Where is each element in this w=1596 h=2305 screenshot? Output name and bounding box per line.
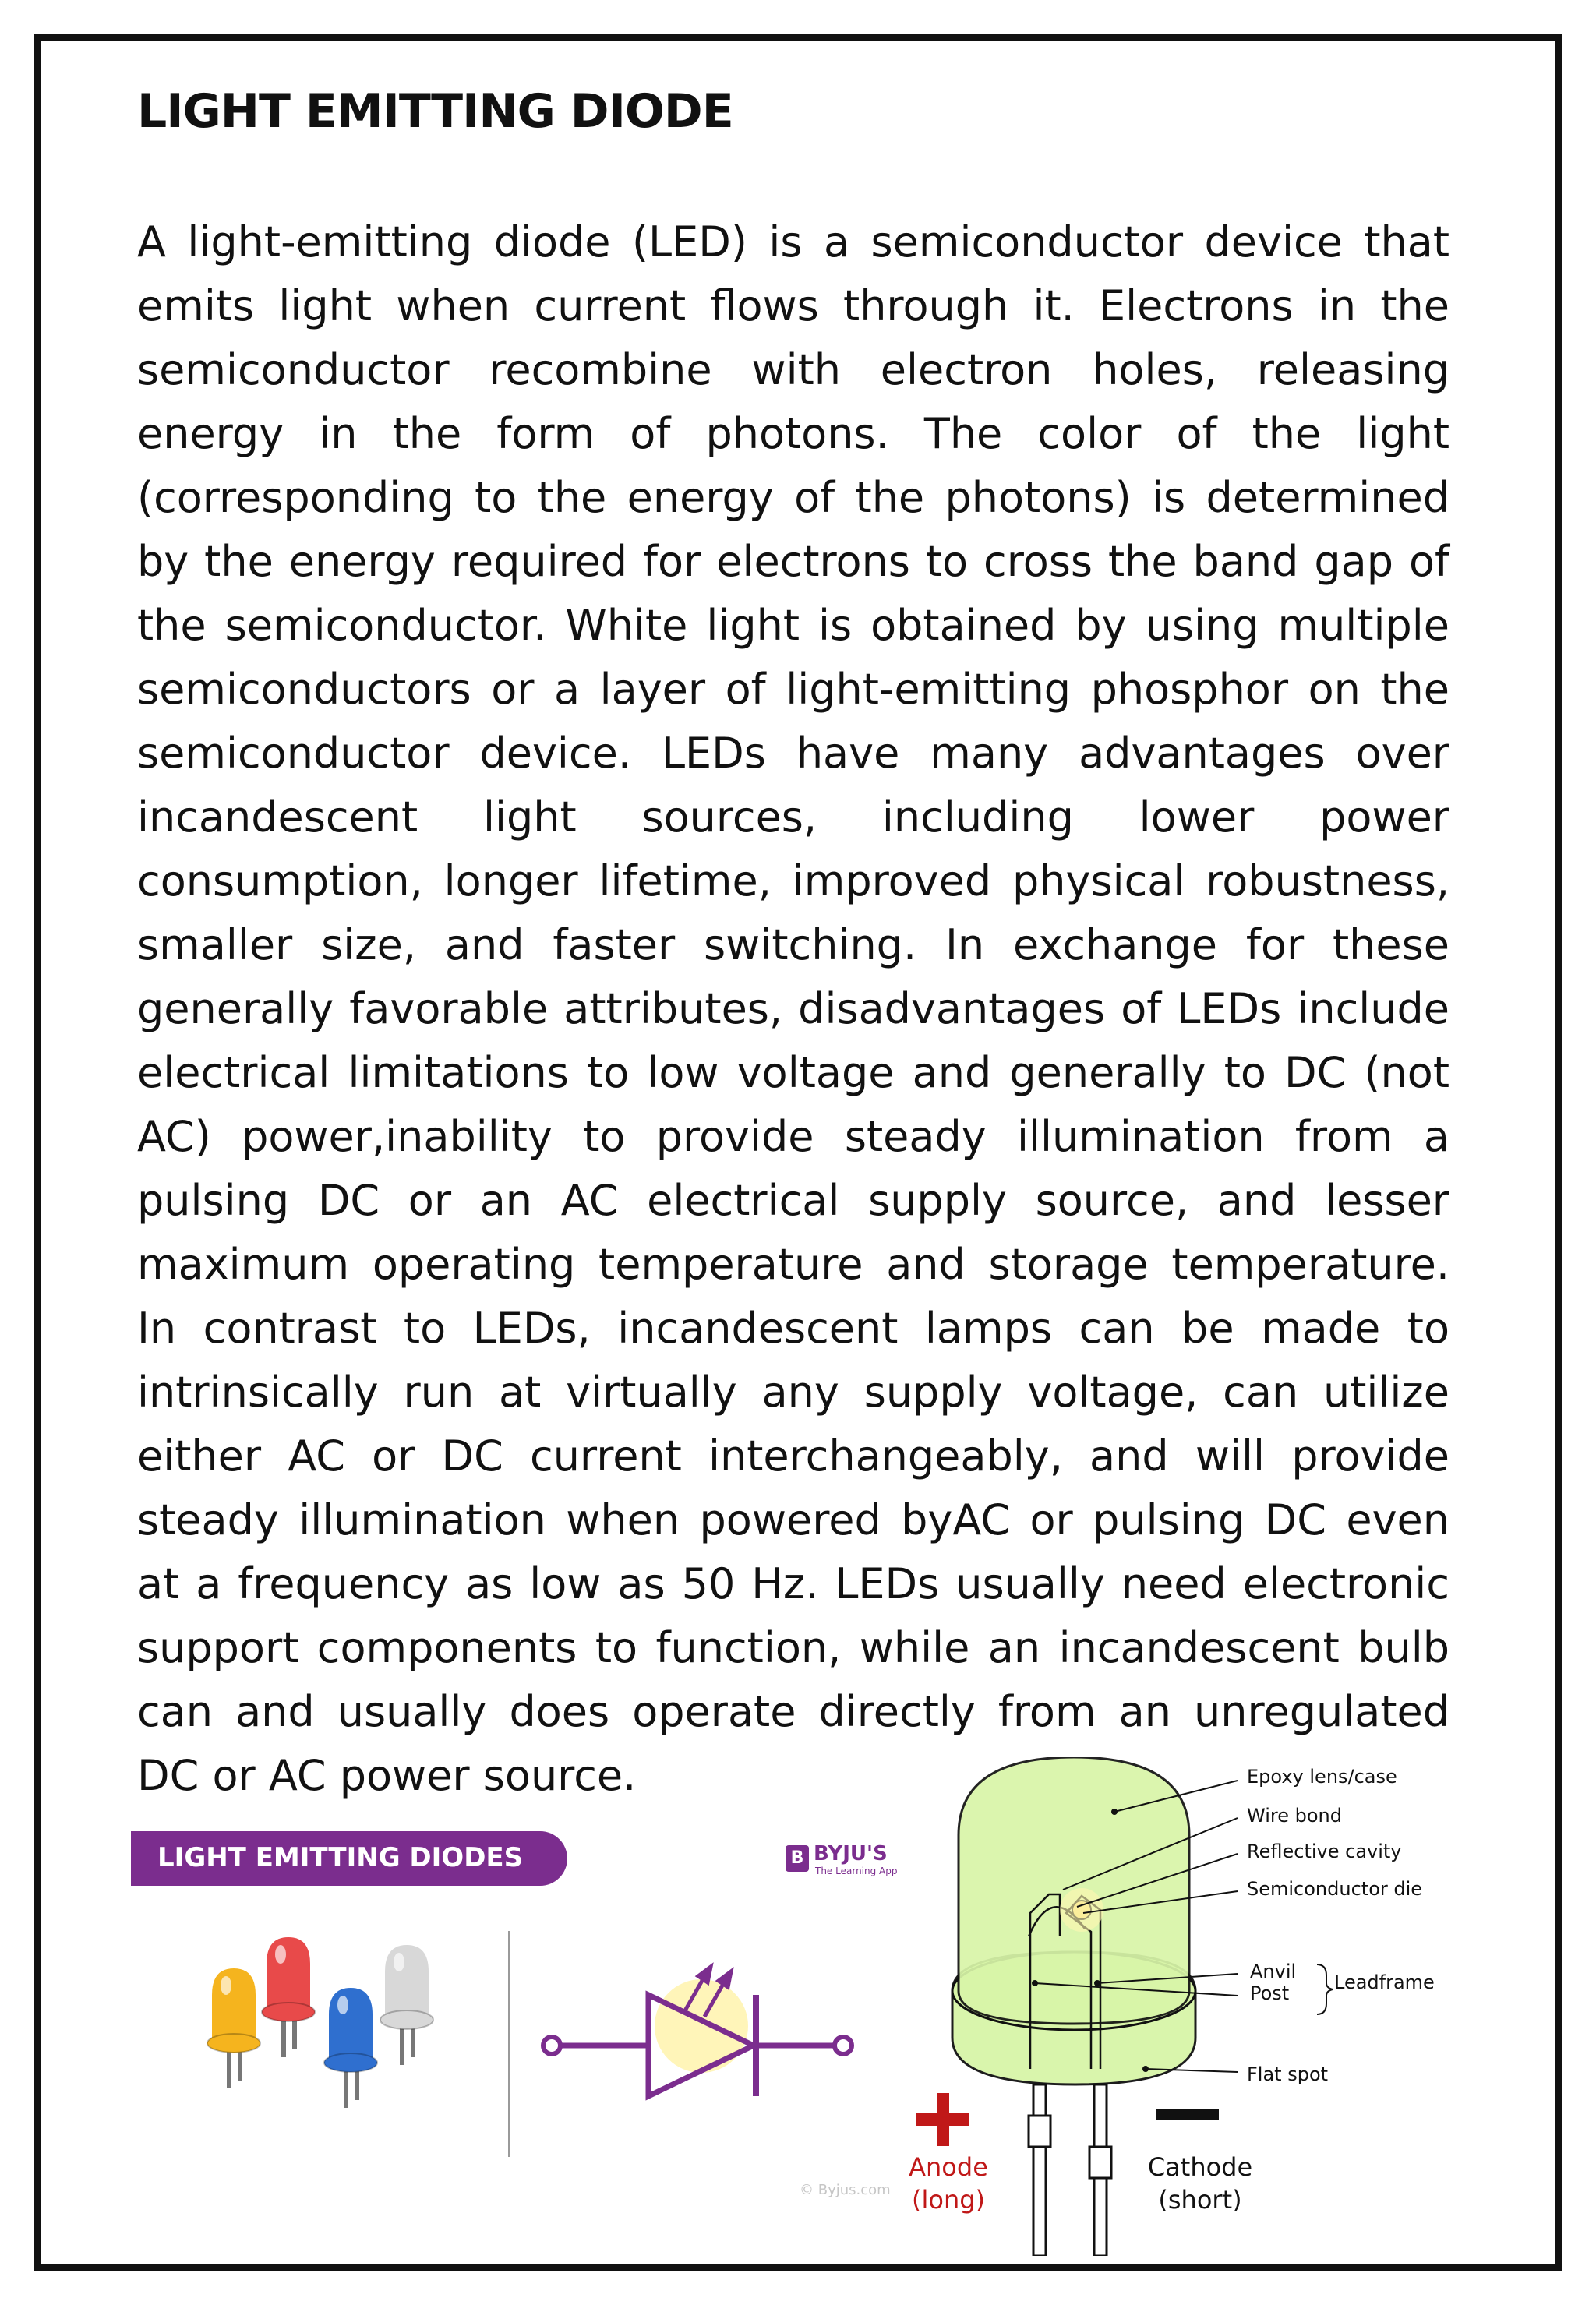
label-leadframe: Leadframe — [1334, 1971, 1435, 1993]
byjus-logo-icon: B — [786, 1845, 809, 1872]
byjus-logo — [786, 1841, 901, 1880]
body-line: A light-emitting diode (LED) is a semiconductor device that — [137, 217, 1449, 267]
symbol-terminal-left — [543, 2037, 560, 2054]
colored-leds-illustration — [203, 1925, 468, 2127]
led-legs — [402, 2026, 413, 2065]
page-title: LIGHT EMITTING DIODE — [137, 84, 733, 139]
body-line: DC or AC power source. — [137, 1751, 637, 1800]
body-line: generally favorable attributes, disadvantages of LEDs include — [137, 984, 1449, 1033]
body-line: semiconductor recombine with electron holes, releasing — [137, 345, 1449, 394]
led-body — [267, 1937, 310, 2010]
led-circuit-symbol — [538, 1956, 857, 2135]
body-line: smaller size, and faster switching. In exchange for these — [137, 920, 1449, 969]
led-body — [329, 1988, 373, 2061]
label-reflective-cavity: Reflective cavity — [1247, 1841, 1402, 1862]
callout-dot — [1094, 1980, 1100, 1986]
label-wire-bond: Wire bond — [1247, 1805, 1342, 1827]
label-post: Post — [1250, 1982, 1290, 2004]
led-body — [212, 1968, 256, 2042]
led-shine — [221, 1976, 231, 1995]
body-line: either AC or DC current interchangeably, and will provide — [137, 1431, 1449, 1481]
label-anvil: Anvil — [1250, 1961, 1297, 1982]
body-line: the semiconductor. White light is obtained by using multiple — [137, 601, 1449, 650]
label-flat-spot: Flat spot — [1247, 2063, 1329, 2085]
body-line: semiconductors or a layer of light-emitting phosphor on the — [137, 665, 1449, 714]
byjus-logo-name: BYJU'S — [814, 1842, 888, 1866]
led-rim — [380, 2010, 433, 2029]
body-line: consumption, longer lifetime, improved physical robustness, — [137, 856, 1449, 905]
led-rim — [262, 2003, 315, 2021]
anode-lead-kink — [1029, 2116, 1050, 2147]
led-body — [385, 1945, 429, 2018]
symbol-terminal-right — [835, 2037, 852, 2054]
anode-label — [906, 2151, 991, 2216]
led-leads — [1029, 2084, 1111, 2256]
led-illustration — [207, 1968, 260, 2088]
body-line: pulsing DC or an AC electrical supply source, and lesser — [137, 1176, 1449, 1225]
figure-banner — [131, 1831, 567, 1886]
cathode-minus-icon — [1156, 2109, 1219, 2120]
cathode-label-name: Cathode — [1147, 2152, 1253, 2182]
body-line: AC) power,inability to provide steady illumination from a — [137, 1112, 1449, 1161]
anode-label-name: Anode — [909, 2152, 988, 2182]
cathode-label — [1138, 2151, 1262, 2216]
body-line: In contrast to LEDs, incandescent lamps can be made to — [137, 1304, 1449, 1353]
figure-divider — [508, 1931, 510, 2157]
led-rim — [324, 2053, 377, 2072]
body-line: energy in the form of photons. The color of the light — [137, 409, 1449, 458]
led-rim — [207, 2034, 260, 2053]
led-illustration — [380, 1945, 433, 2065]
body-line: maximum operating temperature and storage temperature. — [137, 1240, 1449, 1289]
led-illustration — [324, 1988, 377, 2108]
anode-label-note: (long) — [911, 2185, 986, 2215]
callout-dot — [1032, 1980, 1038, 1986]
byjus-watermark: © Byjus.com — [800, 2182, 891, 2198]
body-line: can and usually does operate directly from an unregulated — [137, 1687, 1449, 1736]
byjus-logo-tagline: The Learning App — [815, 1866, 898, 1876]
symbol-glow — [655, 1979, 748, 2073]
anode-lead — [1033, 2084, 1046, 2256]
led-shine — [337, 1996, 348, 2014]
body-line: incandescent light sources, including lower power — [137, 792, 1449, 842]
cathode-label-note: (short) — [1158, 2185, 1242, 2215]
callout-dot — [1111, 1809, 1118, 1815]
leadframe-brace — [1317, 1964, 1333, 2014]
body-paragraph — [137, 210, 1449, 1808]
label-semiconductor-die: Semiconductor die — [1247, 1878, 1423, 1900]
led-shine — [394, 1953, 404, 1971]
callout-dot — [1142, 2066, 1149, 2072]
body-line: intrinsically run at virtually any supply voltage, can utilize — [137, 1368, 1449, 1417]
cathode-lead-kink — [1089, 2147, 1111, 2178]
body-line: electrical limitations to low voltage and generally to DC (not — [137, 1048, 1449, 1097]
anode-plus-icon — [912, 2088, 974, 2151]
label-epoxy-lens: Epoxy lens/case — [1247, 1766, 1397, 1788]
led-legs — [229, 2049, 240, 2088]
body-line: steady illumination when powered byAC or pulsing DC even — [137, 1495, 1449, 1544]
figure-banner-text: LIGHT EMITTING DIODES — [157, 1842, 524, 1873]
body-line: support components to function, while an incandescent bulb — [137, 1623, 1449, 1672]
body-line: semiconductor device. LEDs have many advantages over — [137, 729, 1449, 778]
die-glow — [1060, 1888, 1103, 1932]
led-legs — [284, 2018, 295, 2057]
body-line: emits light when current flows through it. Electrons in the — [137, 281, 1449, 330]
body-line: (corresponding to the energy of the photons) is determined — [137, 473, 1449, 522]
body-line: by the energy required for electrons to cross the band gap of — [137, 537, 1449, 586]
led-shine — [275, 1945, 286, 1964]
led-illustration — [262, 1937, 315, 2057]
body-line: at a frequency as low as 50 Hz. LEDs usually need electronic — [137, 1559, 1449, 1608]
led-legs — [346, 2069, 357, 2108]
